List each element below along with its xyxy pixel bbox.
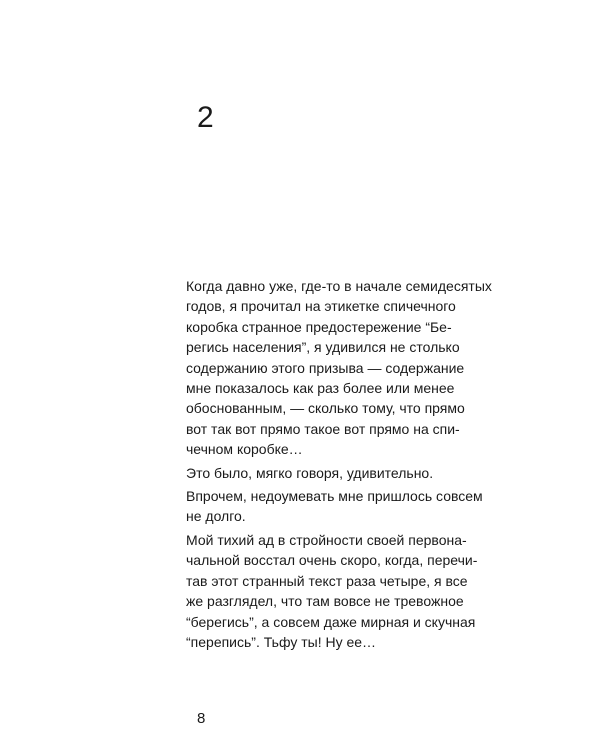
text-line: Впрочем, недоумевать мне пришлось совсем — [186, 488, 483, 505]
text-line: регись населения”, я удивился не столько — [186, 339, 460, 356]
text-line: мне показалось как раз более или менее — [186, 380, 455, 397]
text-line: же разглядел, что там вовсе не тревожное — [186, 593, 464, 610]
chapter-body-text — [186, 276, 522, 655]
text-line: содержанию этого призыва — содержание — [186, 359, 465, 376]
text-line: “перепись”. Тьфу ты! Ну ее… — [186, 633, 377, 650]
chapter-number: 2 — [197, 101, 214, 134]
paragraph-1 — [186, 276, 522, 460]
text-line: чечном коробке… — [186, 441, 303, 458]
text-line: Мой тихий ад в стройности своей первона- — [186, 531, 467, 548]
text-line: Это было, мягко говоря, удивительно. — [186, 464, 434, 481]
text-line: тав этот странный текст раза четыре, я все — [186, 572, 468, 589]
text-line: не долго. — [186, 508, 246, 525]
text-line: годов, я прочитал на этикетке спичечного — [186, 298, 456, 315]
paragraph-2 — [186, 463, 522, 483]
text-line: обоснованным, — сколько тому, что прямо — [186, 400, 465, 417]
text-line: чальной восстал очень скоро, когда, перечи- — [186, 552, 478, 569]
text-line: “берегись”, а совсем даже мирная и скучная — [186, 613, 476, 630]
text-line: коробка странное предостережение “Бе- — [186, 318, 452, 335]
text-line: Когда давно уже, где-то в начале семидесятых — [186, 278, 492, 294]
text-line: вот так вот прямо такое вот прямо на спи- — [186, 420, 460, 437]
paragraph-4 — [186, 530, 522, 652]
paragraph-3 — [186, 486, 522, 527]
page-number: 8 — [197, 710, 206, 727]
